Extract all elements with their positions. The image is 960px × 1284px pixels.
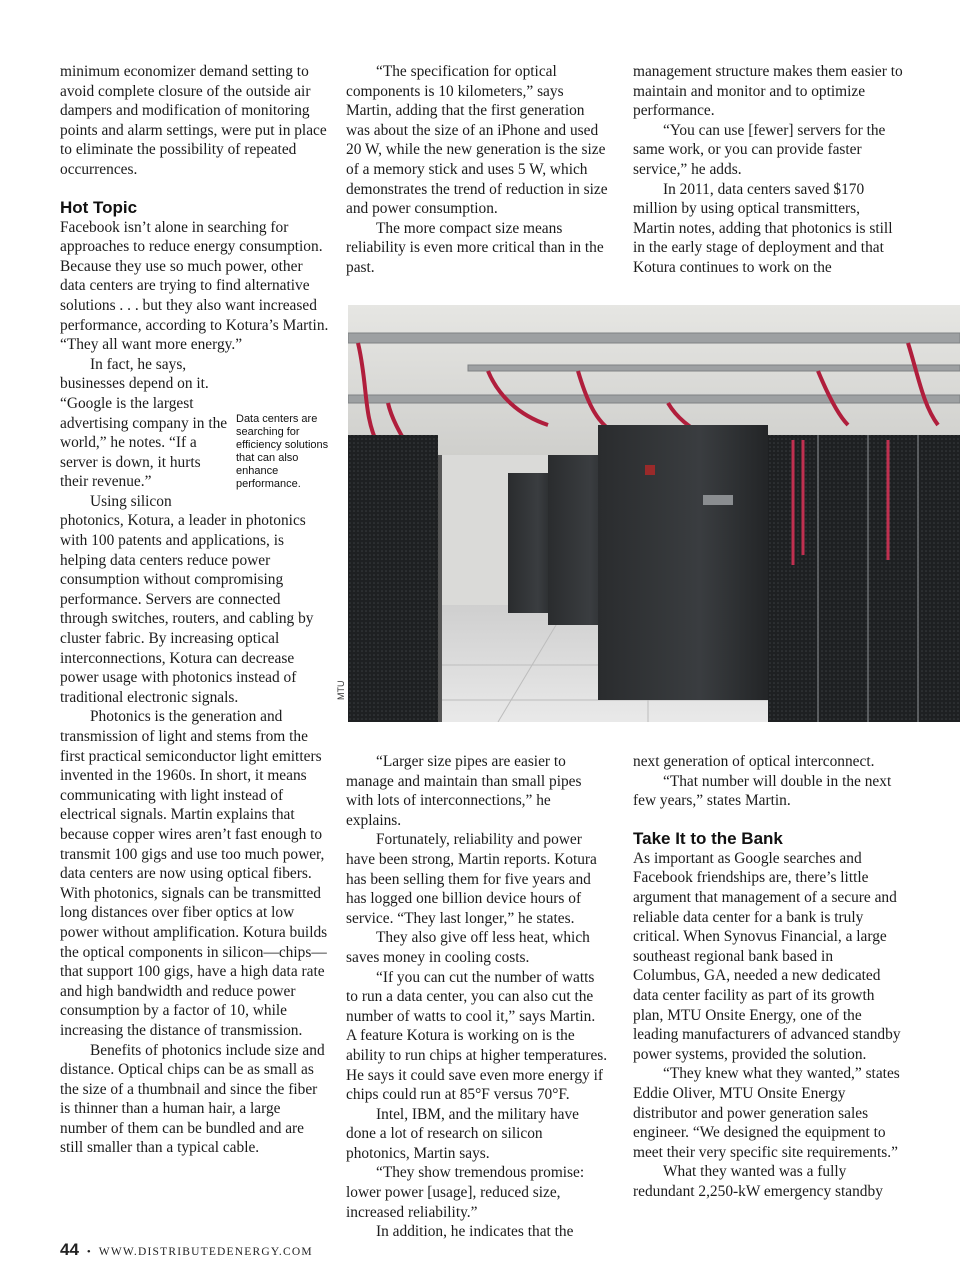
article-column-3-bottom <box>633 752 903 1201</box>
paragraph: “The specification for optical components is 10 kilometers,” says Martin, adding that the first generation was about the size of an iPhone and used 20 W, while the new generation is the size of a memory stick and uses 5 W, which demonstrates the trend of reduction in size and power consumption. <box>346 63 608 218</box>
section-heading-hot-topic: Hot Topic <box>60 197 138 217</box>
paragraph: “Larger size pipes are easier to manage and maintain than small pipes with lots of interconnections,” he explains. <box>346 753 582 829</box>
paragraph: “If you can cut the number of watts to run a data center, you can also cut the number of watts to cool it,” says Martin. A feature Kotura is working on is the ability to run chips at higher temperatures. He says it could save even more energy if chips could run at 85°F versus 70°F. <box>346 968 608 1104</box>
footer-website: WWW.DISTRIBUTEDENERGY.COM <box>98 1246 313 1258</box>
photo-credit: MTU <box>336 680 346 700</box>
article-column-1 <box>60 62 330 1158</box>
paragraph: What they wanted was a fully redundant 2,250-kW emergency standby <box>633 1163 883 1200</box>
article-column-2-bottom <box>346 752 608 1242</box>
paragraph: next generation of optical interconnect. <box>633 753 875 770</box>
paragraph: As important as Google searches and Facebook friendships are, there’s little argument that management of a secure and reliable data center for a bank is truly critical. When Synovus Financial, a large southeast regional bank based in Columbus, GA, needed a new dedicated data center facility as part of its growth plan, MTU Onsite Energy, one of the leading manufacturers of advanced standby power systems, provided the solution. <box>633 849 901 1063</box>
paragraph: management structure makes them easier to maintain and monitor and to optimize performance. <box>633 63 903 120</box>
paragraph: “You can use [fewer] servers for the same work, or you can provide faster service,” he adds. <box>633 121 886 178</box>
page-number: 44 <box>60 1240 79 1259</box>
paragraph: “That number will double in the next few years,” states Martin. <box>633 772 892 810</box>
section-heading-take-it-to-the-bank: Take It to the Bank <box>633 828 783 848</box>
paragraph: Benefits of photonics include size and distance. Optical chips can be as small as the size of a thumbnail and since the fiber is thinner than a human hair, a large number of them can be bundled and are still smaller than a typical cable. <box>60 1041 325 1157</box>
paragraph: In addition, he indicates that the <box>376 1223 574 1241</box>
data-center-photo <box>348 305 960 722</box>
paragraph: In 2011, data centers saved $170 million by using optical transmitters, Martin notes, adding that photonics is still in the early stage of deployment and that Kotura continues to work on the <box>633 180 893 276</box>
paragraph: “They show tremendous promise: lower power [usage], reduced size, increased reliability.” <box>346 1164 585 1221</box>
data-center-illustration <box>348 305 960 722</box>
paragraph: Facebook isn’t alone in searching for approaches to reduce energy consumption. Because they use so much power, other data centers are trying to find alternative solutions . . . but they also want increased performance, according to Kotura’s Martin. “They all want more energy.” <box>60 218 329 354</box>
paragraph: The more compact size means reliability is even more critical than in the past. <box>346 219 604 276</box>
article-column-3-top <box>633 62 903 278</box>
page-footer <box>60 1240 313 1260</box>
paragraph: Fortunately, reliability and power have been strong, Martin reports. Kotura has been selling them for five years and has logged one billion device hours of service. “They last longer,” he states. <box>346 831 597 927</box>
paragraph: minimum economizer demand setting to avoid complete closure of the outside air dampers and modification of monitoring points and alarm settings, were put in place to eliminate the possibility of repeated occurrences. <box>60 63 327 178</box>
paragraph: Intel, IBM, and the military have done a lot of research on silicon photonics, Martin says. <box>346 1105 580 1162</box>
paragraph: “They knew what they wanted,” states Eddie Oliver, MTU Onsite Energy distributor and power generation sales engineer. “We designed the equipment to meet their very specific site requirements.” <box>633 1065 900 1161</box>
paragraph: They also give off less heat, which saves money in cooling costs. <box>346 929 590 966</box>
paragraph: Photonics is the generation and transmission of light and stems from the first practical semiconductor light emitters invented in the 1960s. In short, it means communicating with light instead of electrical signals. Martin explains that because copper wires aren’t fast enough to transmit 100 gigs and use too much power, data centers are now using optical fibers. With photonics, signals can be transmitted long distances over fiber optics at low power without amplification. Kotura builds the optical components in silicon—chips—that support 100 gigs, have a high data rate and high bandwidth and reduce power consumption by a factor of 10, while increasing the distance of transmission. <box>60 708 328 1039</box>
photo-caption: Data centers are searching for efficiency solutions that can also enhance performance. <box>236 412 329 490</box>
footer-bullet: • <box>86 1246 91 1258</box>
paragraph: In fact, he says, businesses depend on it. “Google is the largest advertising company in the world,” he notes. “If a server is down, it hurts their revenue.” <box>60 355 228 491</box>
article-column-2-top <box>346 62 608 278</box>
paragraph: Using silicon photonics, Kotura, a leader in photonics with 100 patents and applications, is helping data centers reduce power consumption without compromising performance. Servers are connected through switches, routers, and cabling by cluster fabric. By increasing optical interconnections, Kotura can decrease power usage with photonics instead of traditional electronic signals. <box>60 492 314 706</box>
